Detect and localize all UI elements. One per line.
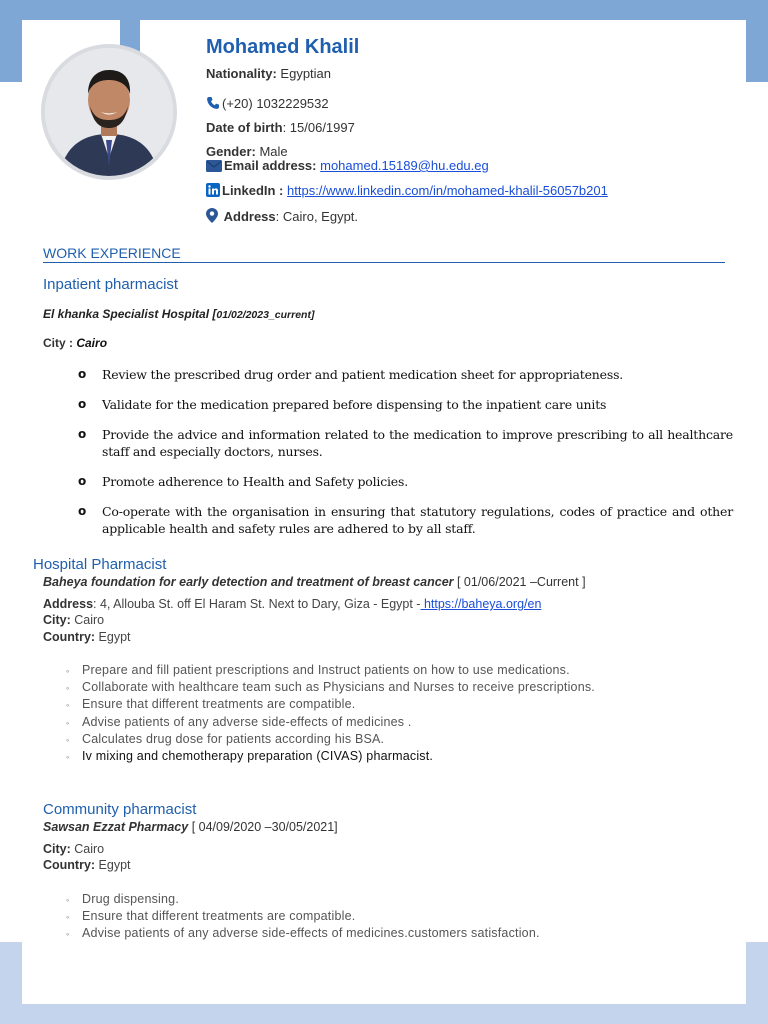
envelope-icon xyxy=(206,160,222,175)
address-label: Address xyxy=(223,209,276,224)
bullet-marker: o xyxy=(78,397,87,411)
job2-employer: Baheya foundation for early detection and treatment of breast cancer xyxy=(43,575,454,589)
list-item: ◦ Ensure that different treatments are compatible. xyxy=(66,696,595,713)
list-item: ◦ Collaborate with healthcare team such as Physicians and Nurses to receive prescriptions. xyxy=(66,679,595,696)
bullet-marker: o xyxy=(78,427,87,441)
circle-bullet-icon: ◦ xyxy=(66,895,70,905)
circle-bullet-icon: ◦ xyxy=(66,929,70,940)
circle-bullet-icon: ◦ xyxy=(66,734,70,745)
frame-right-top xyxy=(746,0,768,82)
list-item: o Review the prescribed drug order and patient medication sheet for appropriateness. xyxy=(78,367,624,382)
circle-bullet-icon: ◦ xyxy=(66,912,70,923)
list-item: o Validate for the medication prepared before dispensing to the inpatient care units xyxy=(78,397,607,412)
map-pin-icon xyxy=(206,208,218,226)
email-line xyxy=(206,158,489,175)
job2-title: Hospital Pharmacist xyxy=(33,556,167,573)
address-line xyxy=(206,208,358,226)
dob-value: : 15/06/1997 xyxy=(282,120,355,135)
job3-city-label: City: xyxy=(43,842,71,856)
gender-line xyxy=(206,144,288,159)
avatar xyxy=(41,44,177,180)
linkedin-line xyxy=(206,183,608,200)
job2-employer-line xyxy=(43,575,586,589)
frame-bottom-bar xyxy=(0,1004,768,1024)
gender-value: Male xyxy=(259,144,288,159)
job2-address: : 4, Allouba St. off El Haram St. Next to Dary, Giza - Egypt - xyxy=(93,597,421,611)
job1-dates: 01/02/2023_current] xyxy=(216,309,315,321)
phone-line xyxy=(206,96,329,113)
job2-city: Cairo xyxy=(70,613,105,627)
job2-country-line xyxy=(43,630,131,644)
job1-city: Cairo xyxy=(76,336,108,350)
job2-country-label: Country: xyxy=(43,630,96,644)
nationality-label: Nationality: xyxy=(206,66,277,81)
job1-city-label: City : xyxy=(43,336,77,350)
job1-employer: El khanka Specialist Hospital [ xyxy=(43,307,217,321)
job3-country-label: Country: xyxy=(43,858,96,872)
job3-city: Cairo xyxy=(70,842,105,856)
circle-bullet-icon: ◦ xyxy=(66,666,70,676)
nationality-line xyxy=(206,66,331,81)
job3-dates: [ 04/09/2020 –30/05/2021] xyxy=(188,820,338,834)
job3-employer: Sawsan Ezzat Pharmacy xyxy=(43,820,189,834)
job1-duties-list xyxy=(78,366,733,550)
email-link[interactable]: mohamed.15189@hu.edu.eg xyxy=(320,158,489,173)
job3-country: Egypt xyxy=(95,858,131,872)
list-item: ◦ Advise patients of any adverse side-effects of medicines.customers satisfaction. xyxy=(66,925,540,942)
list-item: o Promote adherence to Health and Safety policies. xyxy=(78,474,408,489)
list-item: ◦ Advise patients of any adverse side-effects of medicines . xyxy=(66,714,595,731)
email-label: Email address: xyxy=(224,158,317,173)
gender-label: Gender: xyxy=(206,144,256,159)
circle-bullet-icon: ◦ xyxy=(66,700,70,711)
job2-dates: [ 01/06/2021 –Current ] xyxy=(453,575,586,589)
list-item: ◦ Ensure that different treatments are compatible. xyxy=(66,908,540,925)
phone-value: (+20) 1032229532 xyxy=(222,96,329,111)
list-item: ◦ Prepare and fill patient prescriptions and Instruct patients on how to use medications. xyxy=(66,662,595,679)
circle-bullet-icon: ◦ xyxy=(66,751,70,762)
circle-bullet-icon: ◦ xyxy=(66,717,70,728)
job1-title: Inpatient pharmacist xyxy=(43,276,179,293)
linkedin-icon xyxy=(206,183,220,200)
address-value: : Cairo, Egypt. xyxy=(275,209,359,224)
dob-label: Date of birth xyxy=(206,120,283,135)
job2-address-line xyxy=(43,597,541,611)
person-name: Mohamed Khalil xyxy=(206,36,360,58)
linkedin-label: LinkedIn : xyxy=(222,183,284,198)
job2-city-line xyxy=(43,613,104,627)
job3-city-line xyxy=(43,842,104,856)
job2-duties-list xyxy=(66,662,595,765)
frame-top-bar xyxy=(0,0,768,20)
job2-address-label: Address xyxy=(43,597,94,611)
job3-country-line xyxy=(43,858,131,872)
list-item: o Co-operate with the organisation in ensuring that statutory regulations, codes of practice and other applicable health and safety rules are adhered to by all staff. xyxy=(78,504,733,536)
list-item: o Provide the advice and information related to the medication to improve prescribing to all healthcare staff and especially doctors, nurses. xyxy=(78,427,733,459)
linkedin-link[interactable]: https://www.linkedin.com/in/mohamed-khalil-56057b201 xyxy=(287,183,608,198)
job1-employer-line xyxy=(43,307,314,321)
circle-bullet-icon: ◦ xyxy=(66,683,70,694)
list-item: ◦ Calculates drug dose for patients according his BSA. xyxy=(66,731,595,748)
job1-city-line xyxy=(43,336,107,350)
bullet-marker: o xyxy=(78,474,87,488)
job3-duties-list xyxy=(66,891,540,943)
job2-city-label: City: xyxy=(43,613,71,627)
frame-left-top xyxy=(0,0,22,82)
profile-photo xyxy=(45,48,173,176)
job3-title: Community pharmacist xyxy=(43,801,197,818)
job3-employer-line xyxy=(43,820,338,834)
bullet-marker: o xyxy=(78,367,87,381)
job2-website-link[interactable]: https://baheya.org/en xyxy=(420,597,542,611)
nationality-value: Egyptian xyxy=(280,66,332,81)
dob-line xyxy=(206,120,355,135)
job2-country: Egypt xyxy=(95,630,131,644)
phone-icon xyxy=(206,96,220,113)
section-title-work-experience: WORK EXPERIENCE xyxy=(43,245,725,263)
list-item: ◦ Iv mixing and chemotherapy preparation (CIVAS) pharmacist. xyxy=(66,748,595,765)
frame-right-bottom xyxy=(746,942,768,1024)
list-item: ◦ Drug dispensing. xyxy=(66,891,540,908)
frame-left-bottom xyxy=(0,942,22,1024)
bullet-marker: o xyxy=(78,504,87,518)
